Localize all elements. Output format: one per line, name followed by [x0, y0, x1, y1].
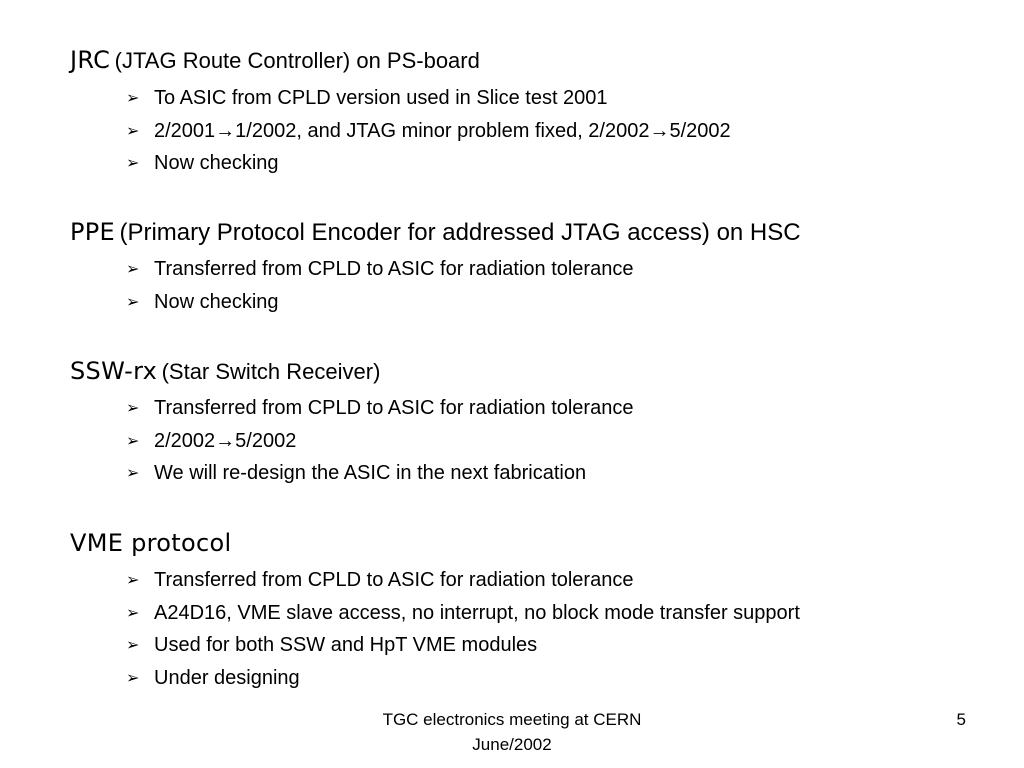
- arrow-bullet-icon: ➢: [126, 153, 140, 172]
- bullet-list: [70, 82, 1000, 180]
- list-item-text: Under designing: [154, 666, 300, 689]
- list-item-text: Transferred from CPLD to ASIC for radiation tolerance: [154, 569, 634, 591]
- list-item-text: 2/2002→5/2002: [154, 429, 297, 452]
- section-abbr: PPE: [70, 218, 116, 246]
- list-item: [70, 392, 1000, 425]
- section-heading: [70, 48, 1000, 82]
- list-item: [70, 425, 1000, 458]
- arrow-bullet-icon: ➢: [126, 667, 140, 687]
- list-item-text: We will re-design the ASIC in the next fabrication: [154, 462, 587, 484]
- section-jrc: [70, 48, 1000, 180]
- list-item-text: A24D16, VME slave access, no interrupt, no block mode transfer support: [154, 601, 800, 624]
- arrow-bullet-icon: ➢: [126, 120, 140, 140]
- list-item-text: Transferred from CPLD to ASIC for radiation tolerance: [154, 258, 634, 280]
- list-item: [70, 286, 1000, 319]
- list-item-text: Used for both SSW and HpT VME modules: [154, 634, 538, 656]
- footer-date: June/2002: [472, 735, 552, 754]
- list-item: [70, 82, 1000, 115]
- list-item-text: Transferred from CPLD to ASIC for radiation tolerance: [154, 397, 634, 419]
- section-heading: [70, 531, 1000, 564]
- arrow-bullet-icon: ➢: [126, 88, 140, 107]
- section-heading: [70, 220, 1000, 253]
- list-item: [70, 115, 1000, 148]
- section-vme-protocol: [70, 531, 1000, 694]
- list-item-text: To ASIC from CPLD version used in Slice test 2001: [154, 87, 608, 109]
- list-item: [70, 457, 1000, 490]
- bullet-list: [70, 564, 1000, 694]
- arrow-bullet-icon: ➢: [126, 463, 140, 482]
- arrow-bullet-icon: ➢: [126, 635, 140, 654]
- list-item: [70, 662, 1000, 695]
- section-abbr: SSW-rx: [70, 357, 158, 385]
- list-item: [70, 629, 1000, 662]
- list-item: [70, 564, 1000, 597]
- section-description: (Primary Protocol Encoder for addressed JTAG access) on HSC: [119, 219, 801, 246]
- section-ssw-rx: [70, 359, 1000, 490]
- bullet-list: [70, 253, 1000, 318]
- section-description: (JTAG Route Controller) on PS-board: [114, 48, 480, 73]
- arrow-bullet-icon: ➢: [126, 259, 140, 278]
- list-item-text: Now checking: [154, 290, 279, 313]
- list-item: [70, 253, 1000, 286]
- arrow-bullet-icon: ➢: [126, 602, 140, 622]
- arrow-bullet-icon: ➢: [126, 430, 140, 450]
- arrow-bullet-icon: ➢: [126, 398, 140, 417]
- section-abbr: JRC: [70, 46, 111, 74]
- arrow-bullet-icon: ➢: [126, 570, 140, 589]
- footer-meeting-title: TGC electronics meeting at CERN: [382, 710, 642, 729]
- bullet-list: [70, 392, 1000, 490]
- list-item-text: 2/2001→1/2002, and JTAG minor problem fixed, 2/2002→5/2002: [154, 119, 731, 142]
- arrow-bullet-icon: ➢: [126, 291, 140, 311]
- section-description: (Star Switch Receiver): [161, 359, 381, 384]
- section-heading: [70, 359, 1000, 392]
- page-number: 5: [956, 710, 966, 729]
- list-item: [70, 597, 1000, 630]
- section-abbr: VME protocol: [70, 529, 232, 557]
- section-ppe: [70, 220, 1000, 318]
- list-item: [70, 147, 1000, 180]
- list-item-text: Now checking: [154, 152, 279, 174]
- footer-meeting-info: [312, 707, 712, 757]
